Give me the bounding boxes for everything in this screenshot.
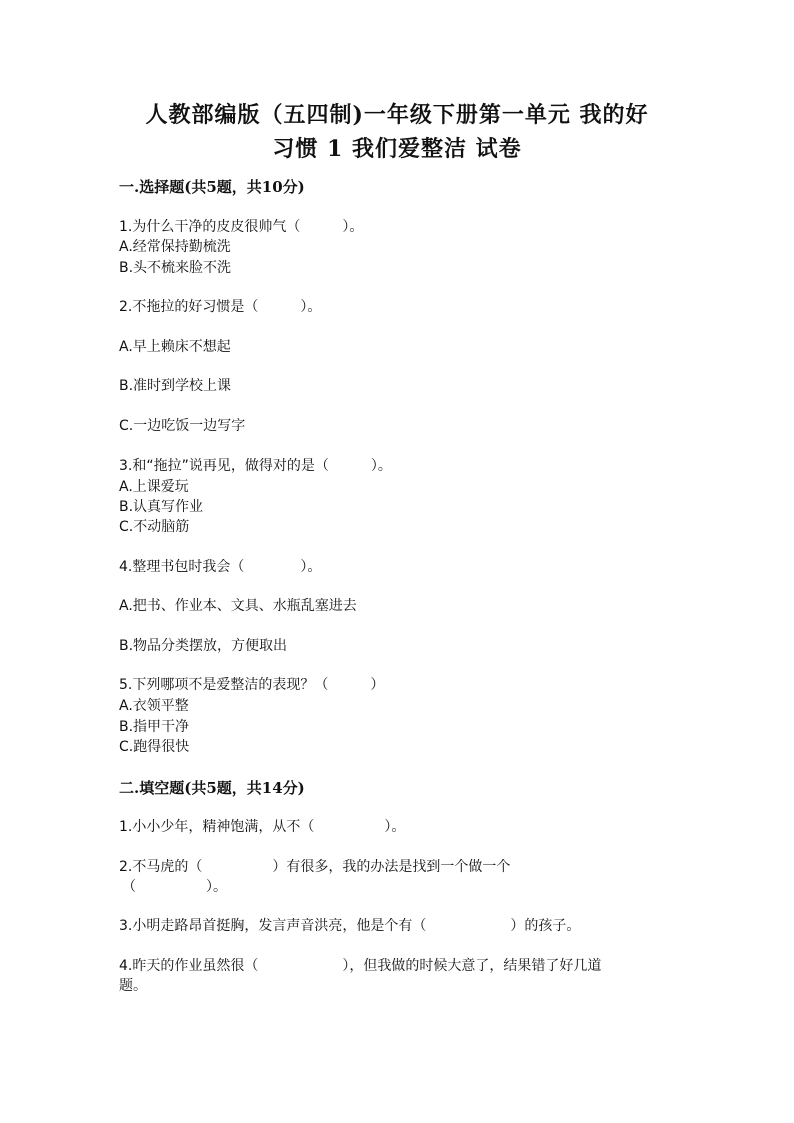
- title-line-1: 人教部编版（五四制)一年级下册第一单元 我的好: [145, 102, 649, 128]
- q3-option-a: A.上课爱玩: [119, 479, 189, 495]
- q3-option-b: B.认真写作业: [119, 499, 204, 515]
- q4-option-b: B.物品分类摆放，方便取出: [119, 638, 288, 654]
- question-3: 3.和“拖拉”说再见，做得对的是（ ）。: [119, 458, 392, 474]
- q1-option-a: A.经常保持勤梳洗: [119, 239, 231, 255]
- title-line-2: 习惯 1 我们爱整洁 试卷: [272, 136, 522, 162]
- question-1: 1.为什么干净的皮皮很帅气（ ）。: [119, 219, 364, 235]
- q5-option-a: A.衣领平整: [119, 698, 189, 714]
- fill-2-line-2: （ ）。: [122, 879, 227, 895]
- question-2: 2.不拖拉的好习惯是（ ）。: [119, 299, 322, 315]
- q2-option-a: A.早上赖床不想起: [119, 339, 231, 355]
- q1-option-b: B.头不梳来脸不洗: [119, 260, 232, 276]
- question-4: 4.整理书包时我会（ ）。: [119, 559, 322, 575]
- fill-2-line-1: 2.不马虎的（ ）有很多，我的办法是找到一个做一个: [119, 859, 511, 875]
- fill-4-line-1: 4.昨天的作业虽然很（ ），但我做的时候大意了，结果错了好几道: [119, 958, 602, 974]
- q2-option-c: C.一边吃饭一边写字: [119, 418, 246, 434]
- fill-3: 3.小明走路昂首挺胸，发言声音洪亮，他是个有（ ）的孩子。: [119, 918, 581, 934]
- fill-1: 1.小小少年，精神饱满，从不（ ）。: [119, 819, 406, 835]
- question-5: 5.下列哪项不是爱整洁的表现？（ ）: [119, 677, 385, 693]
- q5-option-c: C.跑得很快: [119, 739, 190, 755]
- q4-option-a: A.把书、作业本、文具、水瓶乱塞进去: [119, 598, 357, 614]
- q3-option-c: C.不动脑筋: [119, 519, 190, 535]
- q5-option-b: B.指甲干净: [119, 719, 190, 735]
- q2-option-b: B.准时到学校上课: [119, 378, 232, 394]
- section-header-fill: 二.填空题(共5题，共14分): [119, 779, 305, 797]
- fill-4-line-2: 题。: [119, 978, 147, 994]
- section-header-choice: 一.选择题(共5题，共10分): [119, 178, 305, 196]
